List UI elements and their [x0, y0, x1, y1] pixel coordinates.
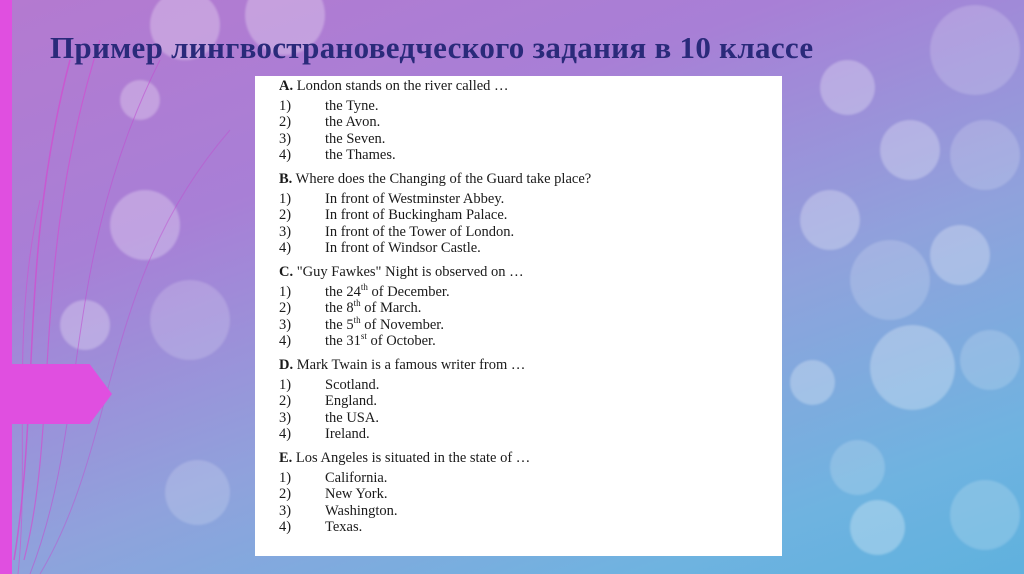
option: [279, 224, 782, 240]
question-c: [279, 264, 782, 349]
option-number: 2): [279, 300, 292, 317]
option: [279, 377, 782, 393]
option: [279, 519, 782, 535]
option-text: the Seven.: [325, 130, 386, 147]
question-text: Mark Twain is a famous writer from …: [296, 357, 526, 374]
option-number: 3): [279, 409, 292, 426]
question-b: [279, 171, 782, 256]
option-text: In front of Westminster Abbey.: [325, 191, 505, 208]
slide-title: Пример лингвострановедческого задания в 10 классе: [50, 30, 814, 65]
option: [279, 114, 782, 130]
option-text: In front of the Tower of London.: [325, 223, 515, 240]
test-sheet: [255, 76, 782, 556]
option-text: the 31st of October.: [325, 331, 436, 349]
option-number: 4): [279, 146, 292, 163]
option-text: In front of Buckingham Palace.: [325, 207, 508, 224]
option-text: England.: [325, 393, 377, 410]
option-number: 1): [279, 470, 292, 487]
option-number: 4): [279, 239, 292, 256]
option-text: the 5th of November.: [325, 314, 444, 333]
option: [279, 131, 782, 147]
option: [279, 147, 782, 163]
option-text: the USA.: [325, 409, 379, 426]
option-text: New York.: [325, 486, 388, 503]
option-text: the Avon.: [325, 114, 381, 131]
option: [279, 240, 782, 256]
option-number: 4): [279, 518, 292, 535]
option-text: Scotland.: [325, 377, 380, 394]
option: [279, 314, 782, 333]
option-number: 3): [279, 502, 292, 519]
question-d: [279, 357, 782, 442]
decorative-curves: [0, 0, 260, 574]
option: [279, 503, 782, 519]
question-text: "Guy Fawkes" Night is observed on …: [296, 264, 524, 281]
option-number: 3): [279, 130, 292, 147]
option-text: the Tyne.: [325, 98, 379, 115]
option-text: the Thames.: [325, 146, 396, 163]
question-letter: B.: [279, 171, 293, 188]
question-text: Los Angeles is situated in the state of …: [295, 450, 531, 467]
option-number: 1): [279, 98, 292, 115]
question-a: [279, 78, 782, 163]
option-number: 2): [279, 207, 292, 224]
question-letter: D.: [279, 357, 294, 374]
option-number: 1): [279, 377, 292, 394]
option: [279, 98, 782, 114]
option-text: the 24th of December.: [325, 282, 450, 301]
option: [279, 393, 782, 409]
option-number: 4): [279, 425, 292, 442]
question-text: London stands on the river called …: [296, 78, 509, 94]
question-e: [279, 450, 782, 535]
question-letter: C.: [279, 264, 294, 281]
option: [279, 410, 782, 426]
option-text: California.: [325, 470, 388, 487]
accent-band: [0, 0, 12, 574]
option-text: In front of Windsor Castle.: [325, 239, 481, 256]
option-number: 2): [279, 486, 292, 503]
option: [279, 333, 782, 349]
option-text: the 8th of March.: [325, 298, 422, 317]
option-number: 1): [279, 191, 292, 208]
option: [279, 207, 782, 223]
option: [279, 486, 782, 502]
question-letter: E.: [279, 450, 293, 467]
option-text: Texas.: [325, 518, 363, 535]
option-number: 3): [279, 223, 292, 240]
option-text: Ireland.: [325, 425, 370, 442]
option-number: 4): [279, 332, 292, 349]
question-letter: A.: [279, 78, 294, 94]
option: [279, 470, 782, 486]
option-text: Washington.: [325, 502, 398, 519]
option-number: 2): [279, 114, 292, 131]
option-number: 2): [279, 393, 292, 410]
question-text: Where does the Changing of the Guard take place?: [295, 171, 592, 188]
option: [279, 426, 782, 442]
accent-arrow-tab: [0, 364, 112, 424]
option: [279, 191, 782, 207]
option-number: 3): [279, 316, 292, 333]
option-number: 1): [279, 284, 292, 301]
